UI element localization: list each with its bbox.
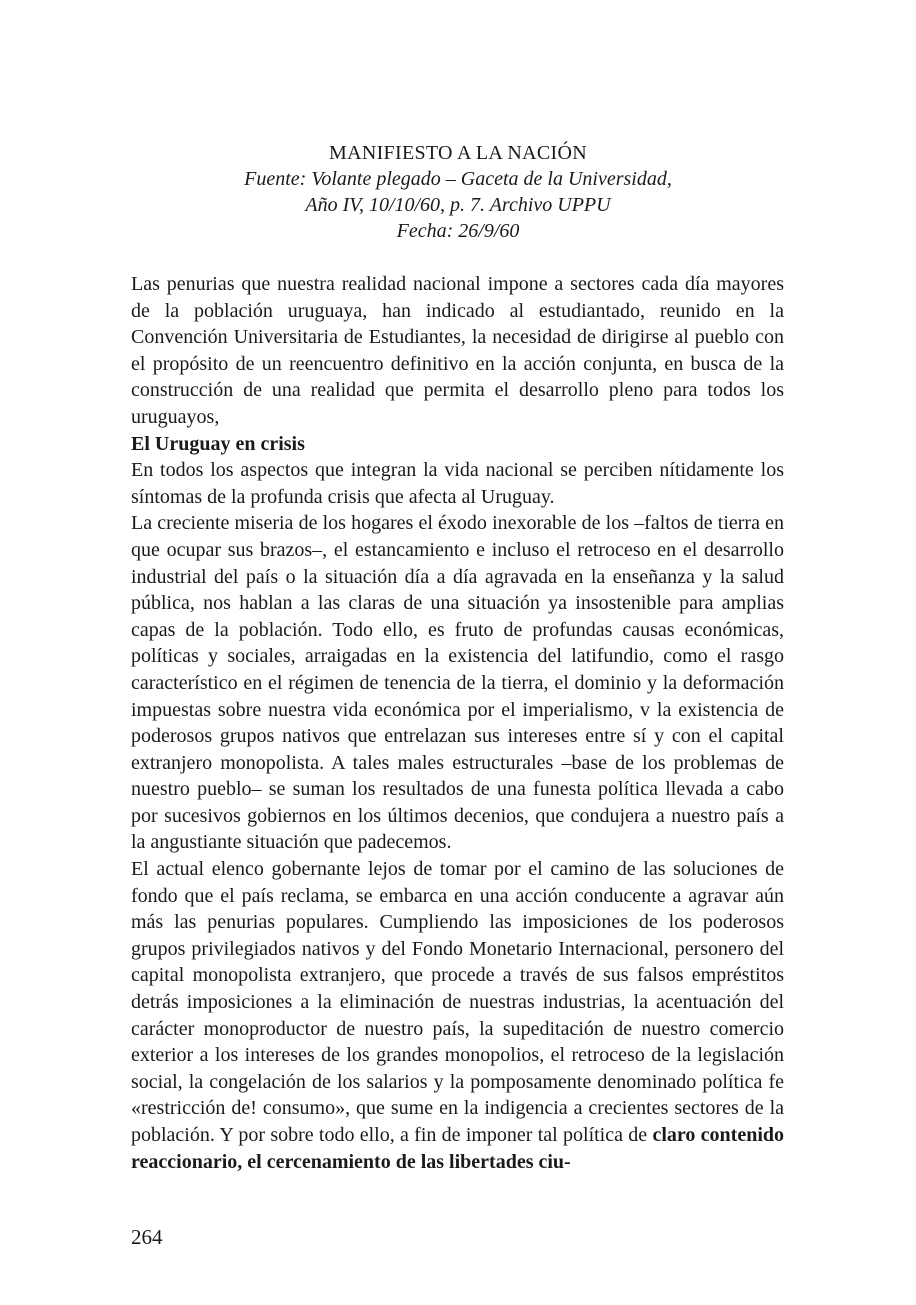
paragraph-4-bold: claro contenido reaccionario, el cercenamiento de las libertades ciu- bbox=[131, 1124, 785, 1173]
page-number: 264 bbox=[131, 1225, 163, 1249]
source-line-2: Año IV, 10/10/60, p. 7. Archivo UPPU bbox=[305, 194, 611, 216]
paragraph-3: La creciente miseria de los hogares el éxodo inexorable de los –faltos de tierra en que ocupar sus brazos–, el estancamiento e incluso el retroceso en el desarrollo industrial del país o la situación día a día agravada en la enseñanza y la salud pública, nos hablan a las claras de una situación ya insostenible para amplias capas de la población. Todo ello, es fruto de profundas causas económicas, políticas y sociales, arraigadas en la existencia del latifundio, como el rasgo característico en el régimen de tenencia de la tierra, el dominio y la deformación impuestas sobre nuestra vida económica por el imperialismo, v la existencia de poderosos grupos nativos que entrelazan sus intereses entre sí y con el capital extranjero monopolista. A tales males estructurales –base de los problemas de nuestro pueblo– se suman los resultados de una funesta política llevada a cabo por sucesivos gobiernos en los últimos decenios, que condujera a nuestro país a la angustiante situación que padecemos. bbox=[131, 512, 784, 854]
paragraph-4 bbox=[131, 856, 784, 1175]
paragraph-1: Las penurias que nuestra realidad nacional impone a sectores cada día mayores de la población uruguaya, han indicado al estudiantado, reunido en la Convención Universitaria de Estudiantes, la necesidad de dirigirse al pueblo con el propósito de un reencuentro definitivo en la acción conjunta, en busca de la construcción de una realidad que permita el desarrollo pleno para todos los uruguayos, bbox=[131, 273, 784, 428]
document-header bbox=[0, 140, 916, 244]
document-title: MANIFIESTO A LA NACIÓN bbox=[329, 142, 587, 164]
date-line: Fecha: 26/9/60 bbox=[396, 220, 520, 242]
section-heading: El Uruguay en crisis bbox=[131, 432, 305, 455]
source-line-1: Fuente: Volante plegado – Gaceta de la Universidad, bbox=[244, 168, 672, 190]
paragraph-4-text: El actual elenco gobernante lejos de tomar por el camino de las soluciones de fondo que el país reclama, se embarca en una acción conducente a agravar aún más las penurias populares. Cumpliendo las imposiciones de los poderosos grupos privilegiados nativos y del Fondo Monetario Internacional, personero del capital monopolista extranjero, que procede a través de sus falsos empréstitos detrás imposiciones a la eliminación de nuestras industrias, la acentuación del carácter monoproductor de nuestro país, la supeditación de nuestro comercio exterior a los intereses de los grandes monopolios, el retroceso de la legislación social, la congelación de los salarios y la pomposamente denominado política fe «restricción de! consumo», que sume en la indigencia a crecientes sectores de la población. Y por sobre todo ello, a fin de imponer tal política de bbox=[131, 858, 784, 1146]
paragraph-2: En todos los aspectos que integran la vida nacional se perciben nítidamente los síntomas de la profunda crisis que afecta al Uruguay. bbox=[131, 459, 784, 508]
body-text bbox=[131, 271, 784, 1175]
